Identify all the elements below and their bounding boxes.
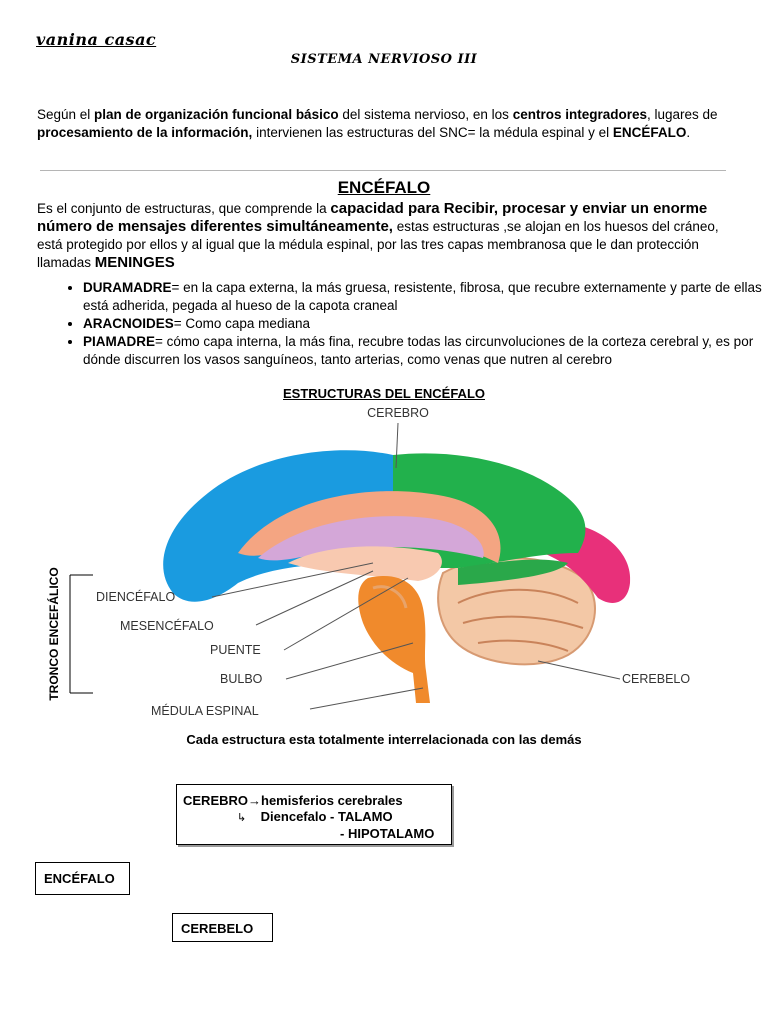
label-diencefalo: DIENCÉFALO <box>96 590 176 604</box>
cerebro-line: CEREBRO→hemisferios cerebrales <box>183 793 403 808</box>
intro-paragraph: Según el plan de organización funcional básico del sistema nervioso, en los centros integradores, lugares de procesamiento de la información, intervienen las estructuras del SNC= la médula espinal y el ENCÉFALO. <box>37 107 718 140</box>
author-name: vanina casac <box>36 30 157 49</box>
arrow-icon: ↳ <box>237 811 247 824</box>
meninges-list <box>58 279 763 369</box>
talamo-text: Diencefalo - TALAMO <box>260 808 393 824</box>
encefalo-definition: Es el conjunto de estructuras, que comprende la capacidad para Recibir, procesar y enviar un enorme número de mensajes diferentes simultáneamente, estas estructuras ,se alojan en los huesos del cráneo, está protegido por ellos y al igual que la médula espinal, por las tres capas membranosa que le dan protección llamadas MENINGES <box>37 200 719 271</box>
section-title-encefalo: ENCÉFALO <box>337 178 431 197</box>
cerebelo-box: CEREBELO <box>172 913 273 942</box>
list-item: • DURAMADRE= en la capa externa, la más gruesa, resistente, fibrosa, que recubre externamente y parte de ellas está adherida, pegada al hueso de la capota craneal <box>83 279 763 315</box>
label-medula: MÉDULA ESPINAL <box>151 704 259 718</box>
document-title: SISTEMA NERVIOSO III <box>290 52 478 67</box>
figure-caption: Cada estructura esta totalmente interrelacionada con las demás <box>186 732 582 747</box>
label-cerebro: CEREBRO <box>367 406 429 420</box>
label-bulbo: BULBO <box>220 672 263 686</box>
label-puente: PUENTE <box>210 643 261 657</box>
encefalo-box: ENCÉFALO <box>35 862 130 895</box>
hipotalamo-text: - HIPOTALAMO <box>340 826 435 841</box>
structures-title: ESTRUCTURAS DEL ENCÉFALO <box>283 386 485 401</box>
list-item: • PIAMADRE= cómo capa interna, la más fina, recubre todas las circunvoluciones de la corteza cerebral y, es por dónde discurren los vasos sanguíneos, tanto arterias, como venas que nutren al cerebro <box>83 333 763 369</box>
horizontal-divider <box>40 170 726 171</box>
brain-diagram <box>38 403 732 725</box>
label-cerebelo: CEREBELO <box>622 672 691 686</box>
label-tronco: TRONCO ENCEFÁLICO <box>47 567 61 701</box>
cerebro-box <box>176 784 452 845</box>
label-mesencefalo: MESENCÉFALO <box>120 619 214 633</box>
list-item: • ARACNOIDES= Como capa mediana <box>83 315 763 333</box>
